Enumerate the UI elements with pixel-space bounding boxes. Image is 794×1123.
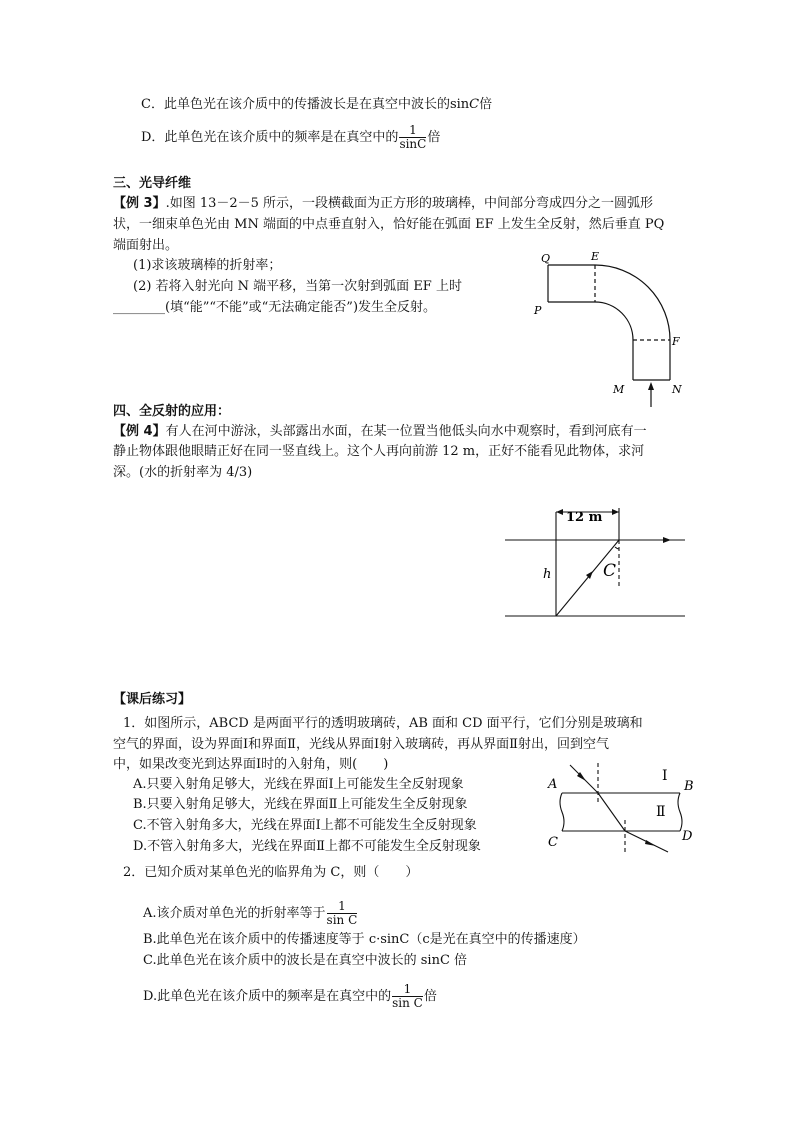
hw-q1-option-b: B.只要入射角足够大，光线在界面Ⅱ上可能发生全反射现象 bbox=[133, 797, 468, 812]
label-12m: 12 m bbox=[566, 510, 603, 525]
hw-q2-option-d: D.此单色光在该介质中的频率是在真空中的 $\frac{1}{\text{sin C}}$ 倍 bbox=[143, 982, 437, 1010]
label-interface-1: Ⅰ bbox=[662, 768, 668, 784]
example3-line3: 端面射出。 bbox=[113, 238, 179, 253]
example4-line2: 静止物体跟他眼睛正好在同一竖直线上。这个人再向前游 12 m，正好不能看见此物体，求河 bbox=[113, 444, 645, 459]
label-h: h bbox=[543, 567, 552, 582]
hw-q1-line1: 1．如图所示，ABCD 是两面平行的透明玻璃砖，AB 面和 CD 面平行，它们分别是玻璃和 bbox=[123, 716, 643, 731]
hw-q2-option-c: C.此单色光在该介质中的波长是在真空中波长的 sinC 倍 bbox=[143, 953, 468, 968]
label-c: C bbox=[603, 561, 617, 581]
section4-heading: 四、全反射的应用： bbox=[113, 404, 231, 419]
example3-q2: (2) 若将入射光向 N 端平移，当第一次射到弧面 EF 上时 bbox=[133, 279, 462, 294]
hw-q2-option-b: B.此单色光在该介质中的传播速度等于 c·sinC（c是光在真空中的传播速度） bbox=[143, 932, 586, 947]
example3-line1: 【例 3】.如图 13－2－5 所示，一段横截面为正方形的玻璃棒，中间部分弯成四分之一圆弧形 bbox=[113, 196, 654, 211]
hw-q1-option-d: D.不管入射角多大，光线在界面Ⅱ上都不可能发生全反射现象 bbox=[133, 839, 481, 854]
hw-q1-option-c: C.不管入射角多大，光线在界面Ⅰ上都不可能发生全反射现象 bbox=[133, 818, 477, 833]
label-interface-2: Ⅱ bbox=[656, 804, 666, 820]
label-f: F bbox=[672, 335, 680, 348]
label-q: Q bbox=[541, 252, 551, 265]
label-m: M bbox=[613, 383, 625, 396]
hw-q1-line3: 中，如果改变光到达界面Ⅰ时的入射角，则( ) bbox=[113, 757, 389, 772]
example3-q3: ________(填“能”“不能”或“无法确定能否”)发生全反射。 bbox=[113, 300, 437, 315]
fraction: $\frac{1}{\text{sin C}}$ bbox=[326, 899, 358, 927]
hw-q2-option-a: A.该介质对单色光的折射率等于 $\frac{1}{\text{sin C}}$ bbox=[143, 899, 358, 927]
label-a: A bbox=[548, 777, 558, 792]
hw-q1-option-a: A.只要入射角足够大，光线在界面Ⅰ上可能发生全反射现象 bbox=[133, 777, 464, 792]
section3-heading: 三、光导纤维 bbox=[113, 176, 192, 191]
fraction: $\frac{1}{\sin C}$ bbox=[399, 123, 427, 151]
option-d: D．此单色光在该介质中的频率是在真空中的 $\frac{1}{\sin C}$ 倍 bbox=[141, 123, 441, 151]
example4-line3: 深。(水的折射率为 4/3) bbox=[113, 465, 253, 480]
river-figure bbox=[505, 500, 690, 625]
example4-line1: 【例 4】有人在河中游泳，头部露出水面，在某一位置当他低头向水中观察时，看到河底有一 bbox=[113, 424, 647, 439]
glass-slab-figure bbox=[540, 760, 700, 855]
option-c: C．此单色光在该介质中的传播波长是在真空中波长的sinC倍 bbox=[141, 97, 493, 112]
glass-rod-figure bbox=[530, 252, 690, 412]
label-d: D bbox=[682, 829, 693, 844]
hw-q2-stem: 2．已知介质对某单色光的临界角为 C，则（ ） bbox=[123, 865, 419, 880]
label-c: C bbox=[548, 835, 558, 850]
example3-line2: 状，一细束单色光由 MN 端面的中点垂直射入，恰好能在弧面 EF 上发生全反射，然后垂直 PQ bbox=[113, 217, 665, 232]
label-e: E bbox=[591, 250, 600, 263]
label-b: B bbox=[684, 779, 694, 794]
label-n: N bbox=[672, 383, 682, 396]
fraction: $\frac{1}{\text{sin C}}$ bbox=[392, 982, 423, 1010]
label-p: P bbox=[534, 304, 542, 317]
hw-q1-line2: 空气的界面，设为界面Ⅰ和界面Ⅱ，光线从界面Ⅰ射入玻璃砖，再从界面Ⅱ射出，回到空气 bbox=[113, 737, 609, 752]
homework-heading: 【课后练习】 bbox=[113, 692, 192, 707]
example3-q1: (1)求该玻璃棒的折射率； bbox=[133, 258, 282, 273]
